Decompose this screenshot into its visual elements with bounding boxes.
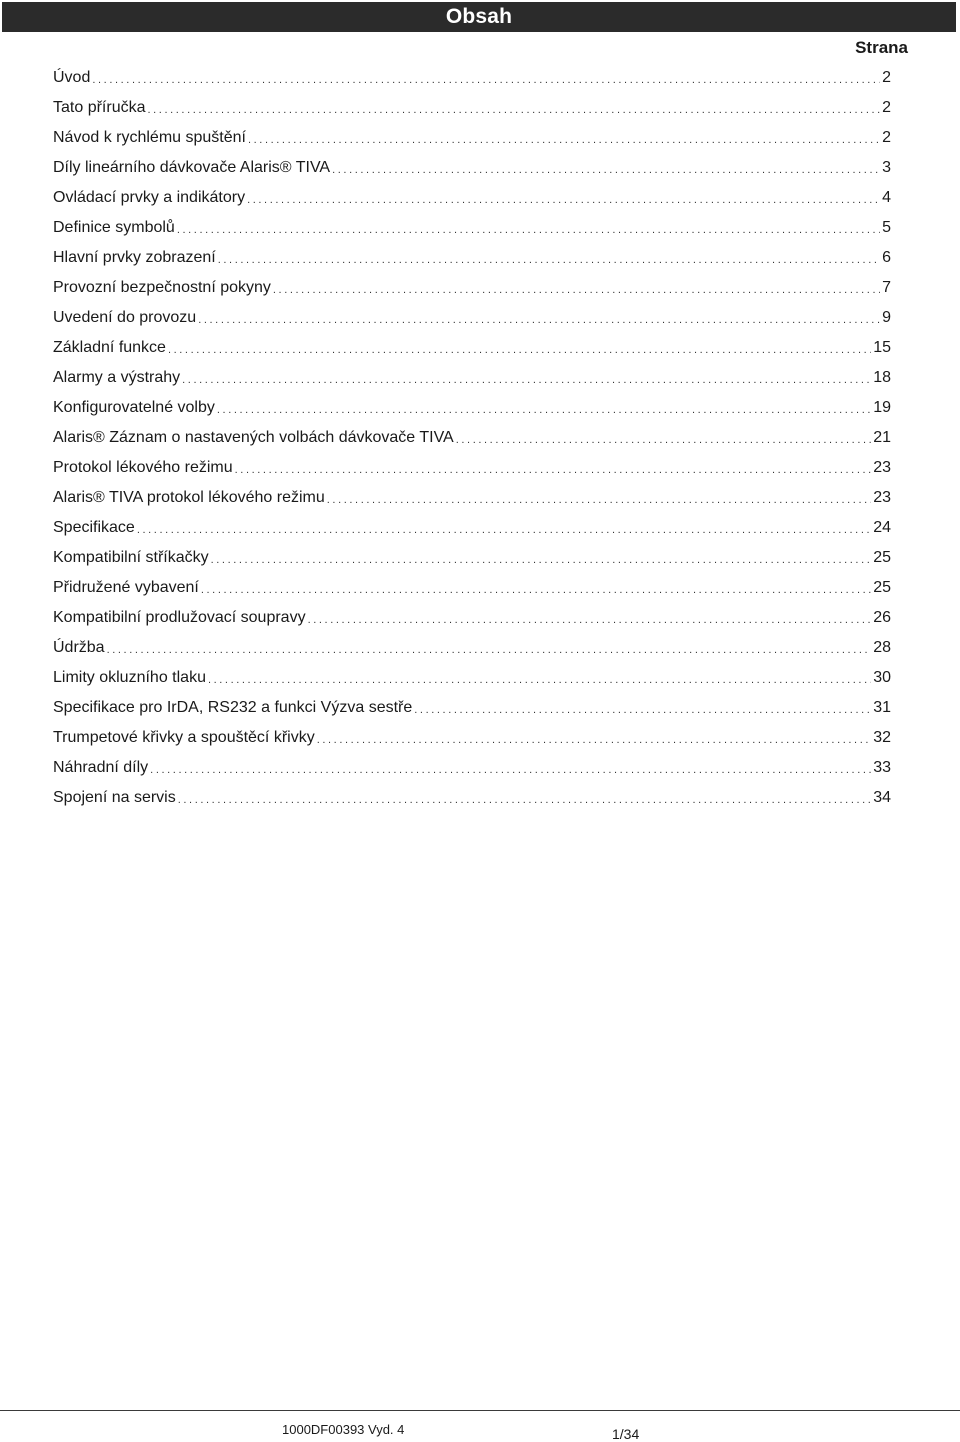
toc-entry-title: Protokol lékového režimu (53, 459, 233, 476)
toc-dot-leader (217, 395, 871, 423)
toc-dot-leader (178, 785, 871, 813)
toc-entry-page: 26 (873, 609, 891, 626)
toc-entry[interactable] (53, 693, 891, 723)
toc-entry[interactable] (53, 783, 891, 813)
toc-dot-leader (327, 485, 871, 513)
toc-entry-page: 3 (882, 159, 891, 176)
toc-entry-page: 2 (882, 69, 891, 86)
page-title: Obsah (445, 5, 513, 28)
toc-dot-leader (235, 455, 872, 483)
toc-entry-title: Limity okluzního tlaku (53, 669, 206, 686)
toc-entry-page: 34 (873, 789, 891, 806)
table-of-contents (53, 63, 891, 813)
toc-entry-page: 19 (873, 399, 891, 416)
toc-entry-page: 25 (873, 579, 891, 596)
toc-entry-page: 4 (882, 189, 891, 206)
toc-entry-title: Konfigurovatelné volby (53, 399, 215, 416)
toc-dot-leader (247, 185, 880, 213)
toc-entry[interactable] (53, 573, 891, 603)
toc-entry-title: Úvod (53, 69, 91, 86)
toc-entry-page: 18 (873, 369, 891, 386)
toc-entry-page: 9 (882, 309, 891, 326)
toc-entry[interactable] (53, 543, 891, 573)
toc-entry[interactable] (53, 363, 891, 393)
toc-entry-page: 30 (873, 669, 891, 686)
toc-entry-page: 28 (873, 639, 891, 656)
toc-entry-page: 32 (873, 729, 891, 746)
toc-dot-leader (147, 95, 880, 123)
toc-dot-leader (317, 725, 872, 753)
toc-dot-leader (198, 305, 880, 333)
toc-entry-page: 7 (882, 279, 891, 296)
toc-entry-title: Uvedení do provozu (53, 309, 197, 326)
toc-entry-page: 31 (873, 699, 891, 716)
toc-entry-title: Kompatibilní prodlužovací soupravy (53, 609, 306, 626)
toc-entry-title: Definice symbolů (53, 219, 175, 236)
toc-entry[interactable] (53, 93, 891, 123)
toc-entry-title: Spojení na servis (53, 789, 176, 806)
toc-entry[interactable] (53, 213, 891, 243)
toc-entry-page: 21 (873, 429, 891, 446)
toc-entry[interactable] (53, 663, 891, 693)
toc-dot-leader (137, 515, 871, 543)
toc-dot-leader (201, 575, 871, 603)
toc-entry[interactable] (53, 63, 891, 93)
toc-dot-leader (107, 635, 872, 663)
header-bar (2, 2, 956, 32)
toc-entry-title: Hlavní prvky zobrazení (53, 249, 216, 266)
toc-entry-title: Alaris® TIVA protokol lékového režimu (53, 489, 325, 506)
toc-entry-page: 5 (882, 219, 891, 236)
toc-entry[interactable] (53, 423, 891, 453)
toc-entry-title: Návod k rychlému spuštění (53, 129, 246, 146)
toc-dot-leader (92, 65, 880, 93)
toc-entry[interactable] (53, 123, 891, 153)
toc-entry-page: 6 (882, 249, 891, 266)
toc-entry-title: Ovládací prvky a indikátory (53, 189, 246, 206)
toc-dot-leader (208, 665, 871, 693)
toc-entry[interactable] (53, 633, 891, 663)
toc-dot-leader (273, 275, 880, 303)
toc-entry-title: Díly lineárního dávkovače Alaris® TIVA (53, 159, 331, 176)
toc-entry-page: 23 (873, 489, 891, 506)
toc-dot-leader (211, 545, 872, 573)
page-column-label: Strana (855, 38, 908, 57)
toc-entry-title: Základní funkce (53, 339, 166, 356)
toc-dot-leader (332, 155, 880, 183)
toc-entry[interactable] (53, 243, 891, 273)
toc-entry-title: Náhradní díly (53, 759, 149, 776)
toc-entry[interactable] (53, 453, 891, 483)
toc-dot-leader (308, 605, 872, 633)
toc-dot-leader (414, 695, 871, 723)
toc-entry-title: Alaris® Záznam o nastavených volbách dávkovače TIVA (53, 429, 454, 446)
toc-entry-title: Kompatibilní stříkačky (53, 549, 209, 566)
toc-entry[interactable] (53, 393, 891, 423)
toc-dot-leader (150, 755, 871, 783)
toc-entry-title: Provozní bezpečnostní pokyny (53, 279, 271, 296)
toc-entry[interactable] (53, 333, 891, 363)
toc-entry-title: Tato příručka (53, 99, 146, 116)
toc-dot-leader (218, 245, 880, 273)
toc-dot-leader (182, 365, 871, 393)
toc-entry[interactable] (53, 723, 891, 753)
toc-entry-page: 15 (873, 339, 891, 356)
toc-dot-leader (168, 335, 871, 363)
page-number: 1/34 (612, 1426, 640, 1442)
toc-entry-page: 24 (873, 519, 891, 536)
toc-entry[interactable] (53, 483, 891, 513)
document-code: 1000DF00393 Vyd. 4 (282, 1422, 405, 1437)
toc-entry[interactable] (53, 753, 891, 783)
toc-dot-leader (456, 425, 871, 453)
toc-dot-leader (248, 125, 880, 153)
toc-entry-title: Údržba (53, 639, 105, 656)
footer-divider (0, 1410, 960, 1411)
toc-entry[interactable] (53, 603, 891, 633)
toc-entry[interactable] (53, 513, 891, 543)
toc-entry-title: Alarmy a výstrahy (53, 369, 181, 386)
toc-entry-page: 2 (882, 99, 891, 116)
toc-entry-page: 33 (873, 759, 891, 776)
toc-entry-page: 25 (873, 549, 891, 566)
toc-entry[interactable] (53, 273, 891, 303)
toc-entry-title: Přidružené vybavení (53, 579, 199, 596)
toc-entry-title: Specifikace (53, 519, 135, 536)
toc-entry[interactable] (53, 183, 891, 213)
toc-entry-page: 23 (873, 459, 891, 476)
toc-entry[interactable] (53, 303, 891, 333)
toc-entry-page: 2 (882, 129, 891, 146)
toc-entry[interactable] (53, 153, 891, 183)
toc-dot-leader (177, 215, 880, 243)
toc-entry-title: Trumpetové křivky a spouštěcí křivky (53, 729, 315, 746)
toc-entry-title: Specifikace pro IrDA, RS232 a funkci Výzva sestře (53, 699, 413, 716)
